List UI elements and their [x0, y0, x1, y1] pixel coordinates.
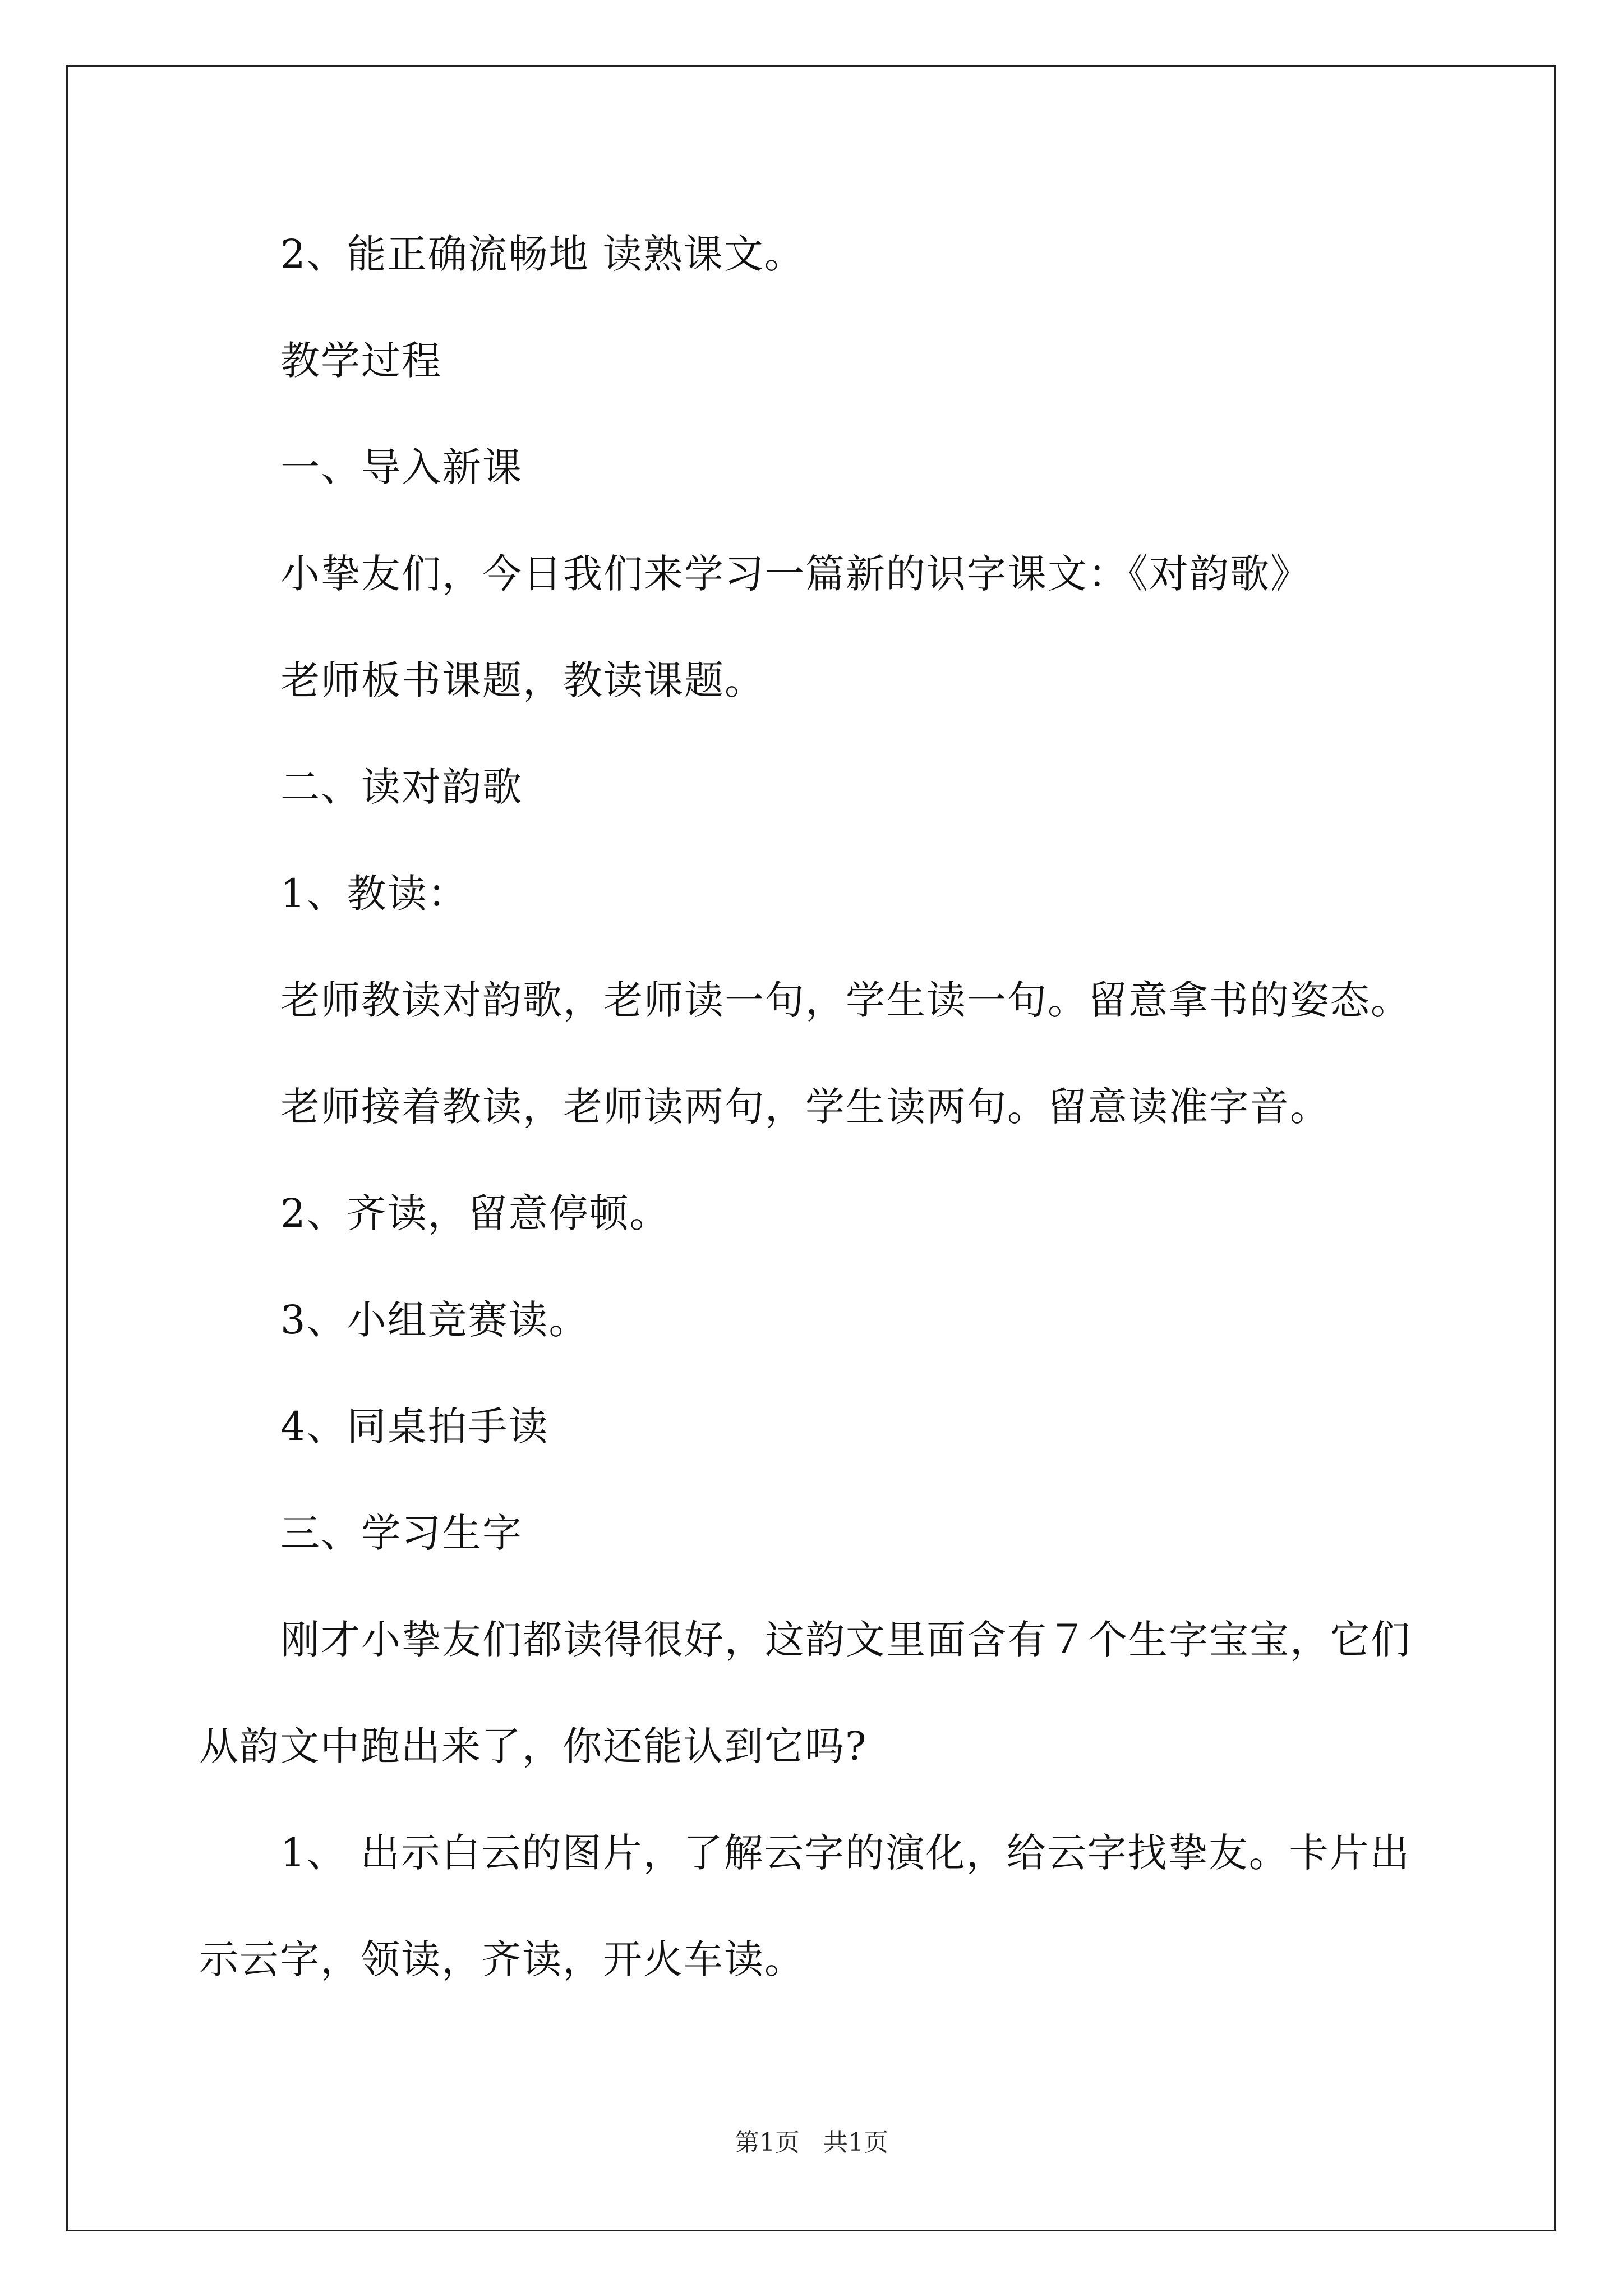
- paragraph-board-title: 老师板书课题，教读课题。: [280, 657, 765, 703]
- paragraph-teach-reading-2: 老师接着教读，老师读两句，学生读两句。留意读准字音。: [280, 1084, 1330, 1130]
- paragraph-cloud-line-2: 示云字，领读，齐读，开火车读。: [199, 1936, 805, 1982]
- paragraph-cloud-line-1: 1、 出示白云的图片，了解云字的演化，给云字找挚友。卡片出: [280, 1830, 1410, 1876]
- section-heading-teaching-process: 教学过程: [280, 338, 442, 384]
- page-frame: [66, 65, 1556, 2231]
- section-heading-reading: 二、读对韵歌: [280, 764, 523, 810]
- step-clap-reading: 4、同桌拍手读: [280, 1404, 549, 1450]
- paragraph-characters-line-2: 从韵文中跑出来了，你还能认到它吗?: [199, 1723, 868, 1769]
- step-teach-reading: 1、教读：: [280, 871, 468, 917]
- paragraph-teach-reading-1: 老师教读对韵歌，老师读一句，学生读一句。留意拿书的姿态。: [280, 977, 1411, 1023]
- step-read-together: 2、齐读，留意停顿。: [280, 1190, 670, 1236]
- page-footer: 第1页 共1页: [735, 2128, 888, 2157]
- objective-item-2: 2、能正确流畅地 读熟课文。: [280, 231, 805, 277]
- step-group-contest: 3、小组竞赛读。: [280, 1297, 589, 1343]
- section-heading-new-characters: 三、学习生字: [280, 1510, 523, 1556]
- paragraph-characters-line-1: 刚才小挚友们都读得很好，这韵文里面含有７个生字宝宝，它们: [280, 1617, 1411, 1663]
- paragraph-intro-text: 小挚友们，今日我们来学习一篇新的识字课文：《对韵歌》: [280, 551, 1311, 597]
- section-heading-intro: 一、导入新课: [280, 444, 523, 490]
